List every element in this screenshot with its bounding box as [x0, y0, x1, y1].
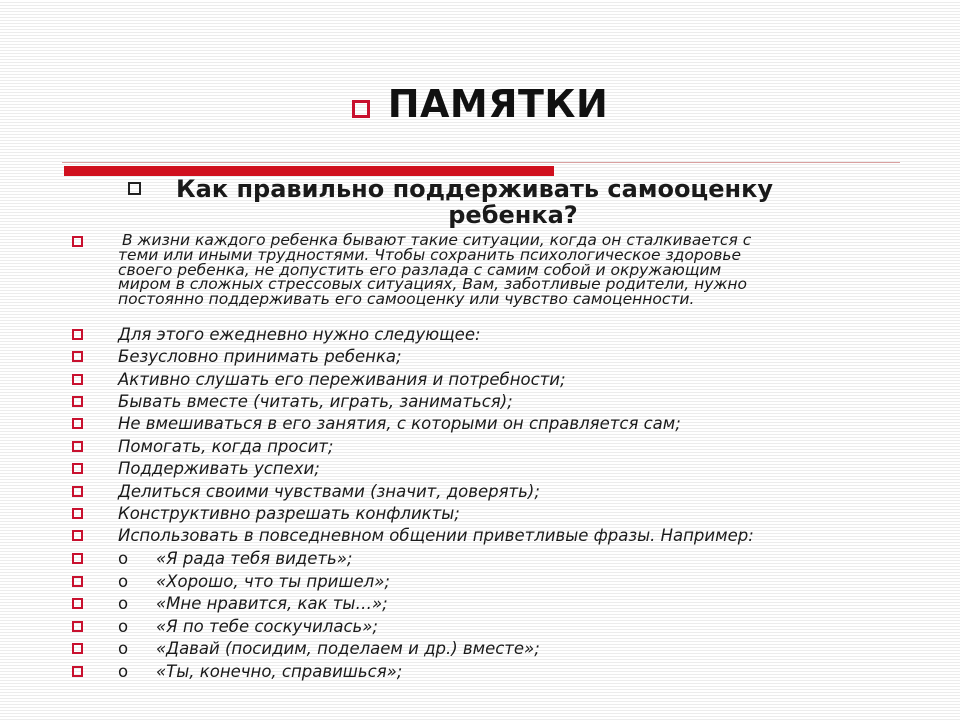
sub-marker: o	[118, 639, 129, 658]
bullet-icon	[72, 396, 83, 407]
phrase-text: «Хорошо, что ты пришел»;	[156, 572, 390, 591]
sub-marker: o	[118, 662, 129, 681]
phrase-item	[118, 639, 540, 659]
checkbox-icon	[128, 182, 141, 195]
phrase-item	[118, 594, 388, 614]
sub-marker: o	[118, 549, 129, 568]
intro-line: теми или иными трудностями. Чтобы сохранить психологическое здоровье	[118, 245, 742, 264]
divider-line	[62, 162, 900, 163]
list-item: Делиться своими чувствами (значит, доверять);	[118, 482, 540, 501]
phrase-item	[118, 572, 390, 592]
phrase-text: «Я рада тебя видеть»;	[156, 549, 353, 568]
bullet-icon	[72, 329, 83, 340]
intro-line: миром в сложных стрессовых ситуациях, Вам, заботливые родители, нужно	[118, 275, 748, 294]
bullet-icon	[72, 236, 83, 247]
sub-marker: o	[118, 572, 129, 591]
bullet-icon	[72, 508, 83, 519]
intro-paragraph	[118, 233, 878, 307]
list-item: Безусловно принимать ребенка;	[118, 347, 402, 366]
bullet-icon	[72, 486, 83, 497]
intro-line: своего ребенка, не допустить его разлада с самим собой и окружающим	[118, 260, 722, 279]
intro-line: постоянно поддерживать его самооценку или чувство самоценности.	[118, 290, 695, 309]
page-title	[0, 82, 960, 126]
bullet-icon	[72, 418, 83, 429]
list-item: Помогать, когда просит;	[118, 437, 334, 456]
title-text: ПАМЯТКИ	[387, 82, 609, 126]
subtitle-line-1: Как правильно поддерживать самооценку	[176, 175, 774, 203]
bullet-icon	[72, 351, 83, 362]
phrase-text: «Давай (посидим, поделаем и др.) вместе»;	[156, 639, 540, 658]
phrase-text: «Ты, конечно, справишься»;	[156, 662, 403, 681]
bullet-icon	[72, 553, 83, 564]
phrase-item	[118, 662, 402, 682]
bullet-icon	[72, 666, 83, 677]
bullet-icon	[72, 463, 83, 474]
intro-line: В жизни каждого ребенка бывают такие ситуации, когда он сталкивается с	[122, 231, 752, 249]
subtitle-line-2: ребенка?	[448, 201, 578, 229]
phrase-text: «Мне нравится, как ты…»;	[156, 594, 388, 613]
subtitle	[118, 176, 878, 228]
bullet-icon	[72, 621, 83, 632]
list-item: Для этого ежедневно нужно следующее:	[118, 325, 481, 344]
sub-marker: o	[118, 617, 129, 636]
bullet-icon	[72, 374, 83, 385]
bullet-icon	[72, 576, 83, 587]
sub-marker: o	[118, 594, 129, 613]
list-item: Использовать в повседневном общении приветливые фразы. Например:	[118, 526, 754, 545]
list-item: Поддерживать успехи;	[118, 459, 320, 478]
checkbox-icon	[352, 100, 370, 118]
phrase-item	[118, 549, 352, 569]
bullet-icon	[72, 530, 83, 541]
list-item: Бывать вместе (читать, играть, заниматься);	[118, 392, 513, 411]
bullet-icon	[72, 643, 83, 654]
phrase-text: «Я по тебе соскучилась»;	[156, 617, 378, 636]
bullet-icon	[72, 441, 83, 452]
phrase-item	[118, 617, 378, 637]
list-item: Не вмешиваться в его занятия, с которыми он справляется сам;	[118, 414, 681, 433]
list-item: Активно слушать его переживания и потребности;	[118, 370, 566, 389]
bullet-icon	[72, 598, 83, 609]
list-item: Конструктивно разрешать конфликты;	[118, 504, 460, 523]
